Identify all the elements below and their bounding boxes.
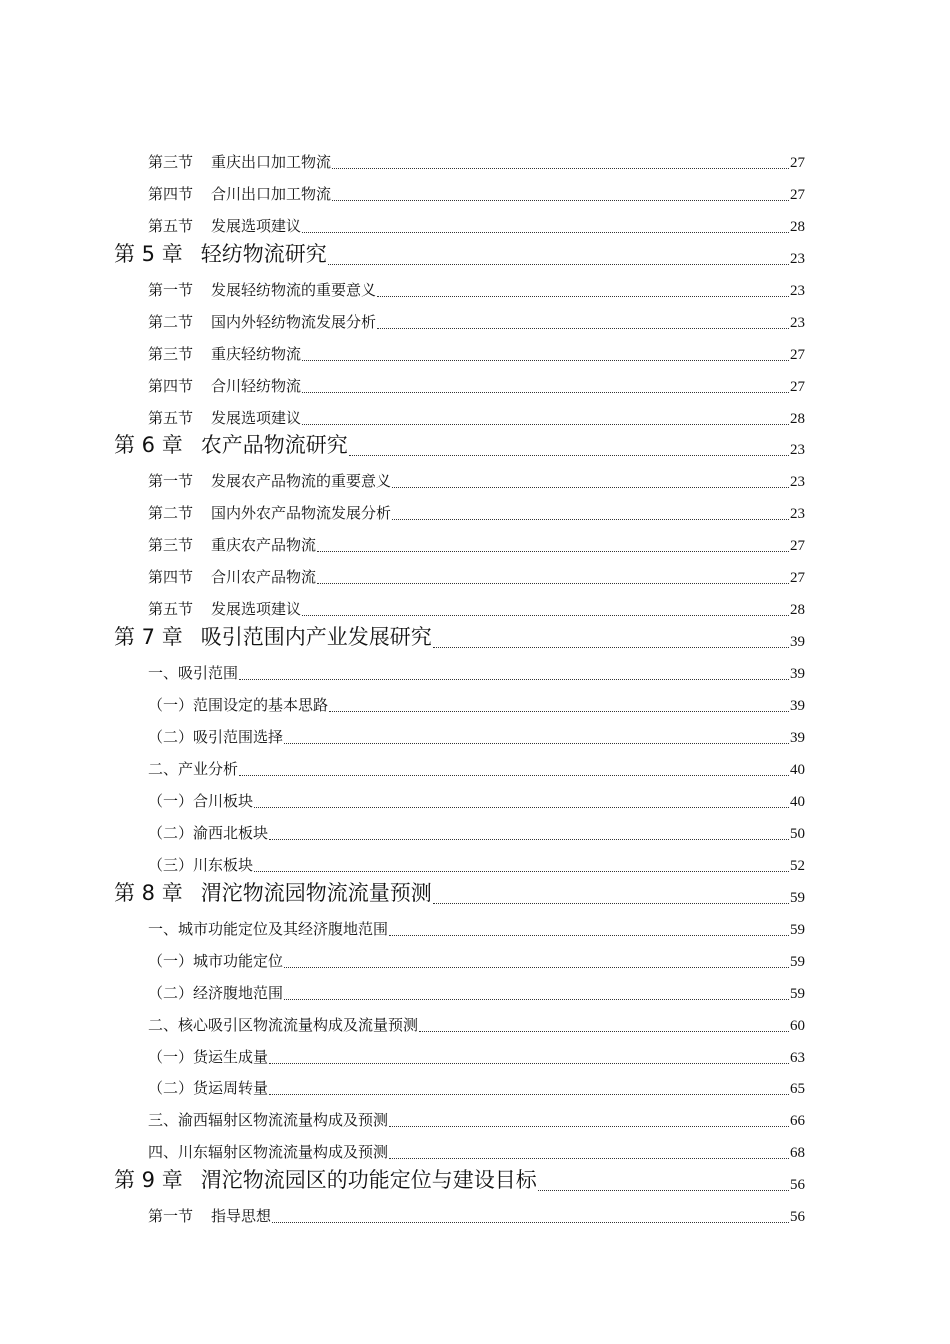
toc-page-number: 40: [790, 761, 805, 778]
toc-page-number: 27: [790, 538, 805, 555]
toc-chapter-entry[interactable]: [0, 236, 950, 268]
toc-entry-title: 三、渝西辐射区物流流量构成及预测: [148, 1111, 389, 1130]
toc-chapter-entry[interactable]: [0, 619, 950, 651]
toc-page-number: 39: [790, 634, 805, 651]
dot-leader: [389, 1143, 789, 1159]
toc-entry-title: 重庆轻纺物流: [211, 344, 302, 363]
toc-page-number: 28: [790, 410, 805, 427]
toc-entry-title: 四、川东辐射区物流流量构成及预测: [148, 1143, 389, 1162]
toc-chapter-entry[interactable]: [0, 875, 950, 907]
toc-section-entry[interactable]: [0, 971, 950, 1003]
toc-page-number: 27: [790, 570, 805, 587]
toc-entry-label: [0, 215, 301, 236]
toc-section-entry[interactable]: [0, 364, 950, 396]
toc-page-number: 56: [790, 1177, 805, 1194]
toc-entry-title: （二）吸引范围选择: [148, 728, 284, 747]
toc-entry-number: 第三节: [148, 344, 194, 363]
dot-leader: [419, 1016, 789, 1032]
toc-section-entry[interactable]: [0, 907, 950, 939]
toc-entry-label: [0, 566, 316, 587]
toc-page-number: 27: [790, 154, 805, 171]
toc-entry-label: [0, 502, 391, 523]
toc-page-number: 23: [790, 282, 805, 299]
toc-section-entry[interactable]: [0, 523, 950, 555]
dot-leader: [377, 313, 789, 329]
toc-entry-label: [0, 343, 301, 364]
toc-entry-label: [0, 375, 301, 396]
toc-entry-label: [0, 854, 253, 875]
toc-entry-label: [0, 470, 391, 491]
toc-entry-label: [0, 662, 238, 683]
toc-entry-number: 第 6 章: [114, 433, 183, 458]
toc-entry-number: 第二节: [148, 312, 194, 331]
dot-leader: [302, 377, 789, 393]
toc-entry-title: 吸引范围内产业发展研究: [200, 625, 432, 650]
dot-leader: [329, 696, 789, 712]
toc-entry-number: 第 9 章: [114, 1168, 183, 1193]
toc-page-number: 27: [790, 186, 805, 203]
toc-entry-title: 发展选项建议: [211, 600, 302, 619]
toc-entry-title: 重庆农产品物流: [211, 536, 317, 555]
toc-section-entry[interactable]: [0, 715, 950, 747]
toc-entry-title: 国内外农产品物流发展分析: [211, 504, 392, 523]
toc-entry-label: [0, 1205, 271, 1226]
dot-leader: [284, 728, 789, 744]
toc-page-number: 68: [790, 1145, 805, 1162]
toc-entry-title: （一）范围设定的基本思路: [148, 696, 329, 715]
toc-entry-title: 一、吸引范围: [148, 664, 239, 683]
toc-entry-number: 第三节: [148, 152, 194, 171]
toc-entry-label: [0, 407, 301, 428]
toc-entry-title: 一、城市功能定位及其经济腹地范围: [148, 919, 389, 938]
toc-page-number: 28: [790, 218, 805, 235]
toc-page-number: 63: [790, 1049, 805, 1066]
toc-entry-title: 指导思想: [211, 1207, 272, 1226]
toc-entry-number: 第三节: [148, 536, 194, 555]
dot-leader: [389, 1111, 789, 1127]
toc-page-number: 23: [790, 474, 805, 491]
dot-leader: [254, 856, 789, 872]
toc-entry-label: [0, 1077, 268, 1098]
toc-section-entry[interactable]: [0, 587, 950, 619]
dot-leader: [317, 568, 789, 584]
toc-section-entry[interactable]: [0, 811, 950, 843]
dot-leader: [392, 472, 789, 488]
toc-entry-label: [0, 1109, 388, 1130]
toc-entry-title: （一）货运生成量: [148, 1047, 269, 1066]
dot-leader: [538, 1169, 789, 1191]
toc-page-number: 23: [790, 314, 805, 331]
toc-entry-number: 第一节: [148, 1207, 194, 1226]
dot-leader: [269, 1079, 789, 1095]
toc-entry-label: [0, 1014, 418, 1035]
toc-section-entry[interactable]: [0, 683, 950, 715]
toc-page-number: 66: [790, 1113, 805, 1130]
toc-section-entry[interactable]: [0, 332, 950, 364]
toc-entry-title: 合川农产品物流: [211, 568, 317, 587]
toc-chapter-entry[interactable]: [0, 428, 950, 460]
dot-leader: [389, 920, 789, 936]
toc-entry-title: （二）货运周转量: [148, 1079, 269, 1098]
toc-entry-number: 第 5 章: [114, 241, 183, 266]
toc-section-entry[interactable]: [0, 1194, 950, 1226]
toc-entry-number: 第四节: [148, 376, 194, 395]
toc-entry-title: 渭沱物流园区的功能定位与建设目标: [200, 1168, 537, 1193]
toc-entry-label: [0, 183, 331, 204]
toc-entry-label: [0, 151, 331, 172]
toc-entry-title: 合川轻纺物流: [211, 376, 302, 395]
toc-entry-title: 轻纺物流研究: [200, 241, 327, 266]
toc-page-number: 39: [790, 698, 805, 715]
toc-entry-title: 国内外轻纺物流发展分析: [211, 312, 377, 331]
dot-leader: [433, 882, 789, 904]
toc-entry-label: [0, 758, 238, 779]
dot-leader: [302, 345, 789, 361]
dot-leader: [332, 153, 789, 169]
dot-leader: [302, 217, 789, 233]
toc-section-entry[interactable]: [0, 1099, 950, 1131]
toc-entry-label: [0, 694, 328, 715]
toc-page-number: 39: [790, 666, 805, 683]
dot-leader: [272, 1207, 789, 1223]
toc-section-entry[interactable]: [0, 1067, 950, 1099]
toc-entry-title: 发展农产品物流的重要意义: [211, 472, 392, 491]
toc-entry-title: 发展轻纺物流的重要意义: [211, 280, 377, 299]
toc-page-number: 23: [790, 250, 805, 267]
toc-entry-title: （三）川东板块: [148, 855, 254, 874]
toc-entry-title: （一）合川板块: [148, 791, 254, 810]
dot-leader: [269, 824, 789, 840]
dot-leader: [377, 281, 789, 297]
toc-page-number: 56: [790, 1209, 805, 1226]
toc-entry-title: （一）城市功能定位: [148, 951, 284, 970]
toc-page-number: 28: [790, 602, 805, 619]
toc-entry-number: 第一节: [148, 280, 194, 299]
dot-leader: [317, 536, 789, 552]
toc-entry-number: 第四节: [148, 184, 194, 203]
toc-entry-label: [0, 534, 316, 555]
toc-page-number: 40: [790, 793, 805, 810]
dot-leader: [254, 792, 789, 808]
toc-entry-number: 第四节: [148, 568, 194, 587]
toc-entry-label: [0, 790, 253, 811]
toc-page-number: 59: [790, 953, 805, 970]
toc-page-number: 59: [790, 889, 805, 906]
toc-entry-title: 二、核心吸引区物流流量构成及流量预测: [148, 1015, 419, 1034]
toc-page-number: 52: [790, 857, 805, 874]
toc-entry-title: 发展选项建议: [211, 216, 302, 235]
dot-leader: [239, 760, 789, 776]
toc-entry-number: 第五节: [148, 600, 194, 619]
toc-section-entry[interactable]: [0, 651, 950, 683]
toc-section-entry[interactable]: [0, 555, 950, 587]
dot-leader: [349, 434, 789, 456]
dot-leader: [302, 409, 789, 425]
toc-entry-title: 渭沱物流园物流流量预测: [200, 880, 432, 905]
toc-entry-label: [0, 311, 376, 332]
toc-entry-label: [0, 877, 432, 907]
toc-page-number: 27: [790, 346, 805, 363]
toc-entry-label: [0, 726, 283, 747]
toc-section-entry[interactable]: [0, 1003, 950, 1035]
toc-section-entry[interactable]: [0, 1130, 950, 1162]
toc-section-entry[interactable]: [0, 460, 950, 492]
toc-entry-label: [0, 1164, 537, 1194]
toc-entry-title: 合川出口加工物流: [211, 184, 332, 203]
toc-entry-label: [0, 429, 348, 459]
toc-section-entry[interactable]: [0, 204, 950, 236]
toc-entry-label: [0, 238, 327, 268]
toc-section-entry[interactable]: [0, 939, 950, 971]
toc-section-entry[interactable]: [0, 140, 950, 172]
dot-leader: [433, 626, 789, 648]
toc-entry-title: 重庆出口加工物流: [211, 152, 332, 171]
toc-entry-title: （二）渝西北板块: [148, 823, 269, 842]
toc-page-number: 59: [790, 921, 805, 938]
toc-page-number: 65: [790, 1081, 805, 1098]
toc-page-number: 27: [790, 378, 805, 395]
toc-entry-label: [0, 598, 301, 619]
toc-entry-label: [0, 279, 376, 300]
toc-section-entry[interactable]: [0, 747, 950, 779]
toc-section-entry[interactable]: [0, 300, 950, 332]
toc-entry-number: 第 8 章: [114, 880, 183, 905]
toc-entry-label: [0, 621, 432, 651]
toc-entry-label: [0, 1141, 388, 1162]
toc-section-entry[interactable]: [0, 268, 950, 300]
toc-entry-title: 二、产业分析: [148, 759, 239, 778]
toc-section-entry[interactable]: [0, 843, 950, 875]
toc-chapter-entry[interactable]: [0, 1162, 950, 1194]
toc-entry-label: [0, 982, 283, 1003]
toc-entry-label: [0, 918, 388, 939]
toc-entry-number: 第 7 章: [114, 625, 183, 650]
dot-leader: [269, 1048, 789, 1064]
toc-entry-label: [0, 950, 283, 971]
dot-leader: [239, 664, 789, 680]
dot-leader: [328, 243, 789, 265]
toc-entry-label: [0, 822, 268, 843]
toc-entry-title: 发展选项建议: [211, 408, 302, 427]
toc-page-number: 23: [790, 442, 805, 459]
toc-entry-title: （二）经济腹地范围: [148, 983, 284, 1002]
toc-page-number: 50: [790, 825, 805, 842]
toc-page-number: 39: [790, 730, 805, 747]
dot-leader: [284, 952, 789, 968]
toc-entry-number: 第一节: [148, 472, 194, 491]
dot-leader: [332, 185, 789, 201]
toc-page-number: 59: [790, 985, 805, 1002]
dot-leader: [302, 600, 789, 616]
toc-page-number: 23: [790, 506, 805, 523]
toc-entry-number: 第二节: [148, 504, 194, 523]
toc-entry-title: 农产品物流研究: [200, 433, 348, 458]
toc-entry-label: [0, 1046, 268, 1067]
dot-leader: [392, 504, 789, 520]
toc-section-entry[interactable]: [0, 396, 950, 428]
toc-section-entry[interactable]: [0, 491, 950, 523]
dot-leader: [284, 984, 789, 1000]
toc-section-entry[interactable]: [0, 1035, 950, 1067]
toc-section-entry[interactable]: [0, 779, 950, 811]
toc-page-number: 60: [790, 1017, 805, 1034]
toc-entry-number: 第五节: [148, 216, 194, 235]
toc-entry-number: 第五节: [148, 408, 194, 427]
toc-section-entry[interactable]: [0, 172, 950, 204]
